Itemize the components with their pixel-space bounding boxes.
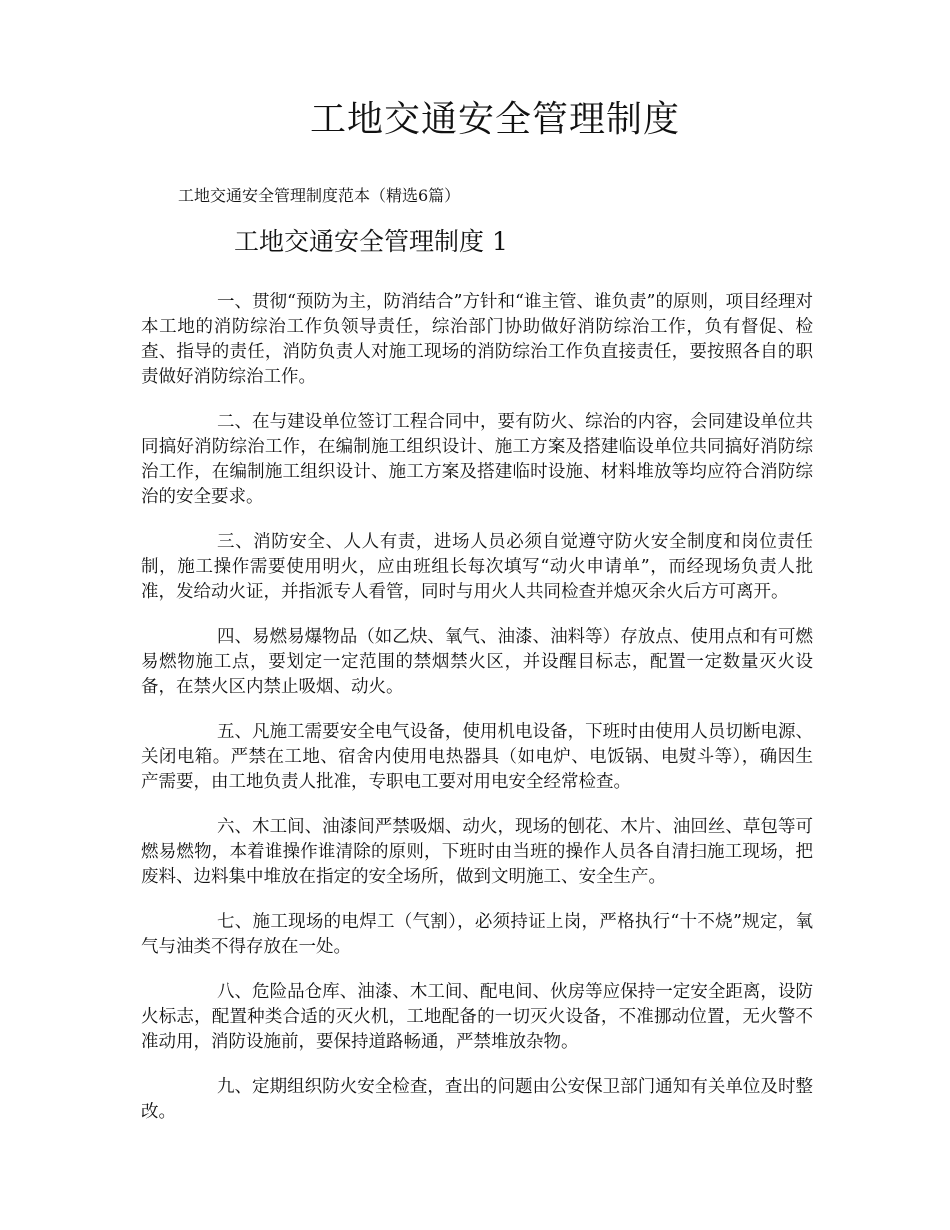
section-title: 工地交通安全管理制度 1 <box>234 227 508 256</box>
paragraph-5: 五、凡施工需要安全电气设备，使用机电设备，下班时由使用人员切断电源、关闭电箱。严禁在工地、宿舍内使用电热器具（如电炉、电饭锅、电熨斗等），确因生产需要，由工地负责人批准，专职电工要对用电安全经常检查。 <box>141 722 813 792</box>
document-title: 工地交通安全管理制度 <box>309 99 680 140</box>
paragraph-3: 三、消防安全、人人有责，进场人员必须自觉遵守防火安全制度和岗位责任制，施工操作需要使用明火，应由班组长每次填写“动火申请单”，而经现场负责人批准，发给动火证，并指派专人看管，同时与用火人共同检查并熄灭余火后方可离开。 <box>141 532 813 602</box>
document-subtitle: 工地交通安全管理制度范本（精选6篇） <box>178 186 461 205</box>
paragraph-7: 七、施工现场的电焊工（气割），必须持证上岗，严格执行“十不烧”规定，氧气与油类不得存放在一处。 <box>141 912 813 957</box>
paragraph-9: 九、定期组织防火安全检查，查出的问题由公安保卫部门通知有关单位及时整改。 <box>141 1077 813 1122</box>
paragraph-1: 一、贯彻“预防为主，防消结合”方针和“谁主管、谁负责”的原则，项目经理对本工地的消防综治工作负领导责任，综治部门协助做好消防综治工作，负有督促、检查、指导的责任，消防负责人对施工现场的消防综治工作负直接责任，要按照各自的职责做好消防综治工作。 <box>141 292 813 387</box>
document-body <box>141 290 813 1145</box>
paragraph-6: 六、木工间、油漆间严禁吸烟、动火，现场的刨花、木片、油回丝、草包等可燃易燃物，本着谁操作谁清除的原则，下班时由当班的操作人员各自清扫施工现场，把废料、边料集中堆放在指定的安全场所，做到文明施工、安全生产。 <box>141 817 813 887</box>
paragraph-8: 八、危险品仓库、油漆、木工间、配电间、伙房等应保持一定安全距离，设防火标志，配置种类合适的灭火机，工地配备的一切灭火设备，不准挪动位置，无火警不准动用，消防设施前，要保持道路畅通，严禁堆放杂物。 <box>141 982 813 1052</box>
paragraph-4: 四、易燃易爆物品（如乙炔、氧气、油漆、油料等）存放点、使用点和有可燃易燃物施工点，要划定一定范围的禁烟禁火区，并设醒目标志，配置一定数量灭火设备，在禁火区内禁止吸烟、动火。 <box>141 627 813 697</box>
paragraph-2: 二、在与建设单位签订工程合同中，要有防火、综治的内容，会同建设单位共同搞好消防综治工作，在编制施工组织设计、施工方案及搭建临设单位共同搞好消防综治工作，在编制施工组织设计、施工方案及搭建临时设施、材料堆放等均应符合消防综治的安全要求。 <box>141 412 813 507</box>
